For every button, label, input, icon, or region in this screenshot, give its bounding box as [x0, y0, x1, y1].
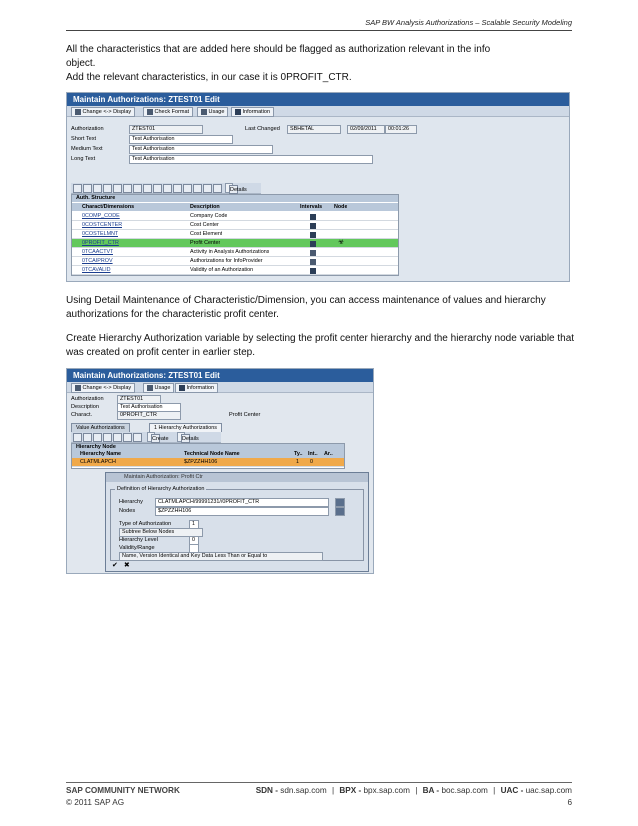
paragraph-hierarchy-variable: Create Hierarchy Authorization variable by selecting the profit center hierarchy and the hierarchy node variable that was created on profit center in earlier step.: [66, 333, 575, 358]
auth-structure-grid: [71, 194, 399, 276]
application-toolbar: [67, 382, 373, 393]
sort-asc-icon[interactable]: [93, 184, 102, 193]
details-button[interactable]: [177, 432, 199, 442]
description-label: Description: [71, 404, 99, 410]
table-row[interactable]: [72, 257, 398, 266]
definition-frame: [110, 486, 364, 561]
check-format-label: Check Format: [154, 109, 190, 115]
separator: |: [331, 786, 335, 795]
select-all-icon[interactable]: [73, 184, 82, 193]
copy-icon[interactable]: [183, 184, 192, 193]
export-icon[interactable]: [143, 184, 152, 193]
deselect-icon[interactable]: [83, 184, 92, 193]
details-label: Details: [230, 187, 247, 193]
row-description: Cost Element: [190, 231, 223, 237]
row-technical-node: $ZPZZHH106: [184, 459, 218, 465]
hierarchy-field[interactable]: CLATMLAPCH/99991231//0PROFIT_CTR: [155, 498, 329, 507]
create-label: Create: [152, 436, 169, 442]
description-field[interactable]: Test Authorisation: [117, 403, 181, 412]
deselect-icon[interactable]: [83, 433, 92, 442]
validity-label: Validity/Range: [119, 545, 155, 551]
footer-links: [256, 786, 572, 795]
information-button[interactable]: [175, 383, 218, 393]
col-description: Description: [190, 204, 220, 210]
col-type: Ty..: [294, 451, 303, 457]
screenshot-hierarchy-authorization: [66, 368, 374, 574]
nodes-label: Nodes: [119, 508, 136, 514]
col-technical-node: Technical Node Name: [184, 451, 240, 457]
usage-label: Usage: [208, 109, 225, 115]
medium-text-label: Medium Text: [71, 146, 103, 152]
pencil-icon: [75, 109, 81, 115]
usage-label: Usage: [154, 385, 171, 391]
paste-icon[interactable]: [193, 184, 202, 193]
row-description: Cost Center: [190, 222, 219, 228]
check-format-button[interactable]: [143, 107, 193, 117]
long-text-label: Long Text: [71, 156, 96, 162]
row-description: Activity in Analysis Authorizations: [190, 249, 270, 255]
header-divider: [66, 30, 572, 31]
cancel-icon[interactable]: ✖: [123, 562, 130, 569]
col-node: Node: [334, 204, 348, 210]
window-title: Maintain Authorizations: ZTEST01 Edit: [67, 369, 373, 382]
level-field[interactable]: 0: [189, 536, 199, 545]
definition-dialog: [105, 472, 369, 572]
validity-description: Name, Version Identical and Key Data Less Than or Equal to: [119, 552, 323, 561]
bpx-prefix: BPX -: [339, 786, 364, 795]
short-text-field[interactable]: Test Authorisation: [129, 135, 233, 144]
paragraph-add-characteristic: Add the relevant characteristics, in our case it is 0PROFIT_CTR.: [66, 72, 352, 83]
uac-link[interactable]: uac.sap.com: [525, 786, 572, 795]
nodes-f4-icon[interactable]: [335, 507, 345, 516]
filter-icon[interactable]: [103, 433, 112, 442]
paragraph-authorization-relevant: All the characteristics that are added here should be flagged as authorization relevant in the info object.: [66, 44, 491, 69]
change-display-button[interactable]: [71, 383, 135, 393]
type-field[interactable]: 1: [189, 520, 199, 529]
bpx-link[interactable]: bpx.sap.com: [363, 786, 410, 795]
row-charact[interactable]: 0TCAACTVT: [82, 249, 114, 255]
screenshot-maintain-authorizations: [66, 92, 570, 282]
change-display-button[interactable]: [71, 107, 135, 117]
intervals-icon[interactable]: [310, 249, 316, 257]
ba-prefix: BA -: [422, 786, 442, 795]
frame-title: Definition of Hierarchy Authorization: [117, 486, 205, 492]
information-label: Information: [242, 109, 271, 115]
col-intervals: Intervals: [300, 204, 323, 210]
long-text-field[interactable]: Test Authorisation: [129, 155, 373, 164]
last-changed-time-field: 00:01:26: [385, 125, 417, 134]
application-toolbar: [67, 106, 569, 117]
export-icon[interactable]: [123, 433, 132, 442]
table-row[interactable]: [72, 248, 398, 257]
dialog-title: Maintain Authorization: Profit Ctr: [106, 473, 368, 482]
col-interval: Int..: [308, 451, 318, 457]
separator: |: [415, 786, 418, 795]
charact-label: Charact.: [71, 412, 93, 418]
row-description: Profit Center: [190, 240, 221, 246]
row-description: Authorizations for InfoProvider: [190, 258, 263, 264]
usage-icon: [201, 109, 207, 115]
separator: |: [493, 786, 496, 795]
layout-icon[interactable]: [153, 184, 162, 193]
col-charact: Charact/Dimensions: [82, 204, 135, 210]
footer-copyright: © 2011 SAP AG: [66, 798, 125, 807]
table-row[interactable]: [72, 266, 398, 275]
intervals-icon[interactable]: [310, 222, 316, 230]
page-number: 6: [567, 798, 572, 807]
last-changed-user-field: SBHETAL: [287, 125, 341, 134]
print-icon[interactable]: [133, 184, 142, 193]
insert-row-icon[interactable]: [163, 184, 172, 193]
paragraph-intro: [66, 43, 578, 85]
col-hierarchy-name: Hierarchy Name: [80, 451, 122, 457]
confirm-icon[interactable]: ✔: [112, 562, 118, 569]
delete-row-icon[interactable]: [173, 184, 182, 193]
grid-title: Hierarchy Node: [72, 444, 344, 451]
info-icon: [235, 109, 241, 115]
sdn-prefix: SDN -: [255, 786, 281, 795]
table-row-selected[interactable]: [72, 239, 398, 248]
sdn-link[interactable]: sdn.sap.com: [280, 786, 327, 795]
information-button[interactable]: [231, 107, 274, 117]
tab-hierarchy-authorizations[interactable]: 1 Hierarchy Authorizations: [149, 423, 222, 432]
change-display-label: Change <-> Display: [82, 385, 132, 391]
last-changed-date-field: 02/09/2011: [347, 125, 385, 134]
table-row[interactable]: [72, 221, 398, 230]
intervals-icon[interactable]: [310, 213, 316, 221]
authorization-label: Authorization: [71, 126, 104, 132]
window-title: Maintain Authorizations: ZTEST01 Edit: [67, 93, 569, 106]
row-hierarchy-name: CLATMLAPCH: [80, 459, 116, 465]
dialog-buttons: [112, 562, 130, 569]
sort-desc-icon[interactable]: [103, 184, 112, 193]
table-row-selected[interactable]: [72, 458, 344, 467]
row-charact[interactable]: 0PROFIT_CTR: [82, 240, 119, 246]
grid-header-row: [72, 203, 398, 211]
print-icon[interactable]: [113, 433, 122, 442]
grid-toolbar: [71, 183, 261, 194]
row-charact[interactable]: 0COSTELMNT: [82, 231, 119, 237]
undo-icon[interactable]: [213, 184, 222, 193]
paragraph-detail-maintenance: Using Detail Maintenance of Characteristic/Dimension, you can access maintenance of values and hierarchy authorizations for the characteristic profit center.: [66, 295, 546, 320]
nodes-field[interactable]: $ZPZZHH106: [155, 507, 329, 516]
grid-header-row: [72, 451, 344, 458]
filter-icon[interactable]: [113, 184, 122, 193]
information-label: Information: [186, 385, 215, 391]
table-row[interactable]: [72, 230, 398, 239]
tab-value-authorizations[interactable]: Value Authorizations: [71, 423, 130, 432]
last-changed-label: Last Changed: [245, 126, 280, 132]
create-button[interactable]: [147, 432, 169, 442]
grid-title: Auth. Structure: [72, 195, 398, 202]
ba-link[interactable]: boc.sap.com: [441, 786, 488, 795]
type-description: Subtree Below Nodes: [119, 528, 203, 537]
change-display-label: Change <-> Display: [82, 109, 132, 115]
intervals-icon[interactable]: [310, 231, 316, 239]
usage-button[interactable]: [197, 107, 228, 117]
hierarchy-f4-icon[interactable]: [335, 498, 345, 507]
delete-icon[interactable]: [133, 433, 142, 442]
intervals-icon[interactable]: [310, 240, 316, 248]
intervals-icon[interactable]: [310, 258, 316, 266]
hierarchy-label: Hierarchy: [119, 499, 143, 505]
row-type: 1: [296, 459, 299, 465]
document-header: SAP BW Analysis Authorizations – Scalable Security Modeling: [365, 18, 572, 27]
row-interval: 0: [310, 459, 313, 465]
type-label: Type of Authorization: [119, 521, 172, 527]
footer-divider: [66, 782, 572, 783]
authorization-label: Authorization: [71, 396, 104, 402]
row-charact[interactable]: 0COMP_CODE: [82, 213, 120, 219]
info-icon: [179, 385, 185, 391]
hierarchy-node-grid: [71, 443, 345, 469]
col-area: Ar..: [324, 451, 333, 457]
hierarchy-node-icon[interactable]: ☣: [338, 239, 345, 246]
footer-network: SAP COMMUNITY NETWORK: [66, 786, 180, 795]
sum-icon[interactable]: [123, 184, 132, 193]
table-row[interactable]: [72, 212, 398, 221]
usage-icon: [147, 385, 153, 391]
grid-toolbar: [71, 432, 221, 443]
details-button[interactable]: [225, 183, 247, 193]
details-label: Details: [182, 436, 199, 442]
level-label: Hierarchy Level: [119, 537, 158, 543]
find-icon[interactable]: [203, 184, 212, 193]
row-description: Validity of an Authorization: [190, 267, 254, 273]
short-text-label: Short Text: [71, 136, 97, 142]
charact-field: 0PROFIT_CTR: [117, 411, 181, 420]
uac-prefix: UAC -: [500, 786, 526, 795]
authorization-field: ZTEST01: [117, 395, 161, 404]
row-charact[interactable]: 0COSTCENTER: [82, 222, 123, 228]
row-charact[interactable]: 0TCAIPROV: [82, 258, 113, 264]
select-all-icon[interactable]: [73, 433, 82, 442]
pencil-icon: [75, 385, 81, 391]
row-description: Company Code: [190, 213, 228, 219]
check-icon: [147, 109, 153, 115]
row-charact[interactable]: 0TCAVALID: [82, 267, 111, 273]
medium-text-field[interactable]: Test Authorisation: [129, 145, 273, 154]
usage-button[interactable]: [143, 383, 174, 393]
intervals-icon[interactable]: [310, 267, 316, 275]
authorization-field[interactable]: ZTEST01: [129, 125, 203, 134]
charact-description: Profit Center: [229, 412, 261, 418]
sort-icon[interactable]: [93, 433, 102, 442]
